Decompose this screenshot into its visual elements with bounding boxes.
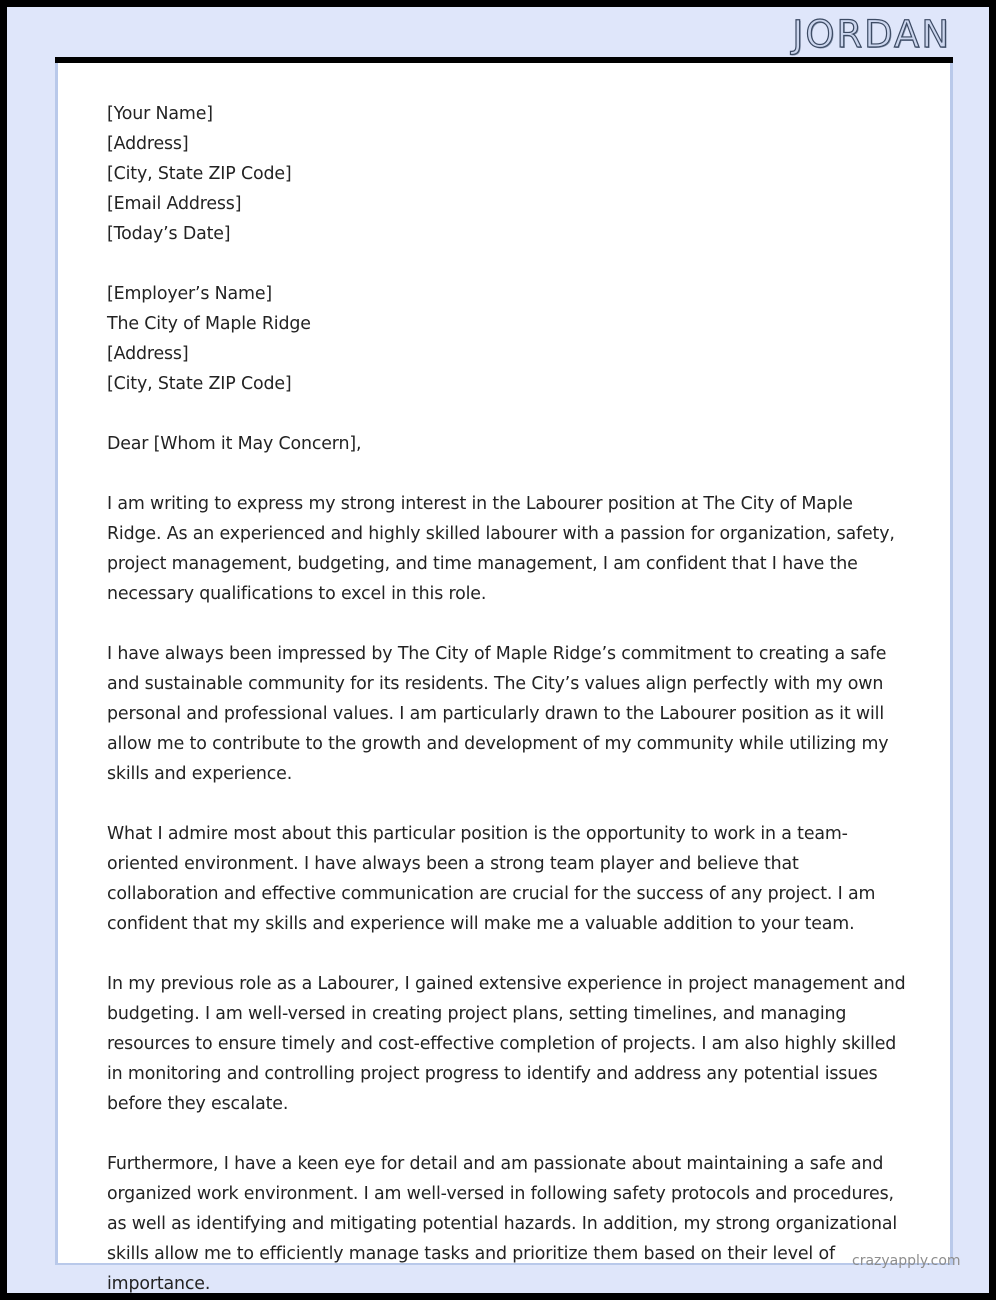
recipient-line: The City of Maple Ridge <box>107 314 311 334</box>
recipient-line: [Employer’s Name] <box>107 284 273 304</box>
brand-title: JORDAN <box>792 13 951 56</box>
letter-paragraph: What I admire most about this particular position is the opportunity to work in a team-oriented environment. I have always been a strong team player and believe that collaboration and effective communication are crucial for the success of any project. I am confident that my skills and experience will make me a valuable addition to your team. <box>107 824 876 934</box>
letter-paragraph: Furthermore, I have a keen eye for detail and am passionate about maintaining a safe and organized work environment. I am well-versed in following safety protocols and procedures, as well as identifying and mitigating potential hazards. In addition, my strong organizational skills allow me to efficiently manage tasks and prioritize them based on their level of importance. <box>107 1154 898 1294</box>
recipient-line: [Address] <box>107 344 189 364</box>
salutation: Dear [Whom it May Concern], <box>107 434 362 454</box>
recipient-address-block <box>107 279 907 399</box>
cover-letter-body <box>107 99 907 1300</box>
sender-line: [City, State ZIP Code] <box>107 164 292 184</box>
recipient-line: [City, State ZIP Code] <box>107 374 292 394</box>
letter-paragraph: I am writing to express my strong interest in the Labourer position at The City of Maple Ridge. As an experienced and highly skilled labourer with a passion for organization, safety, project management, budgeting, and time management, I am confident that I have the necessary qualifications to excel in this role. <box>107 494 895 604</box>
sender-line: [Email Address] <box>107 194 242 214</box>
sender-address-block <box>107 99 907 249</box>
sender-line: [Your Name] <box>107 104 213 124</box>
letter-paragraph: In my previous role as a Labourer, I gained extensive experience in project management and budgeting. I am well-versed in creating project plans, setting timelines, and managing resources to ensure timely and cost-effective completion of projects. I am also highly skilled in monitoring and controlling project progress to identify and address any potential issues before they escalate. <box>107 974 906 1114</box>
masthead <box>14 14 996 59</box>
sender-line: [Address] <box>107 134 189 154</box>
site-watermark: crazyapply.com <box>852 1253 961 1269</box>
letter-paragraph: I have always been impressed by The City of Maple Ridge’s commitment to creating a safe and sustainable community for its residents. The City’s values align perfectly with my own personal and professional values. I am particularly drawn to the Labourer position as it will allow me to contribute to the growth and development of my community while utilizing my skills and experience. <box>107 644 889 784</box>
sender-line: [Today’s Date] <box>107 224 231 244</box>
